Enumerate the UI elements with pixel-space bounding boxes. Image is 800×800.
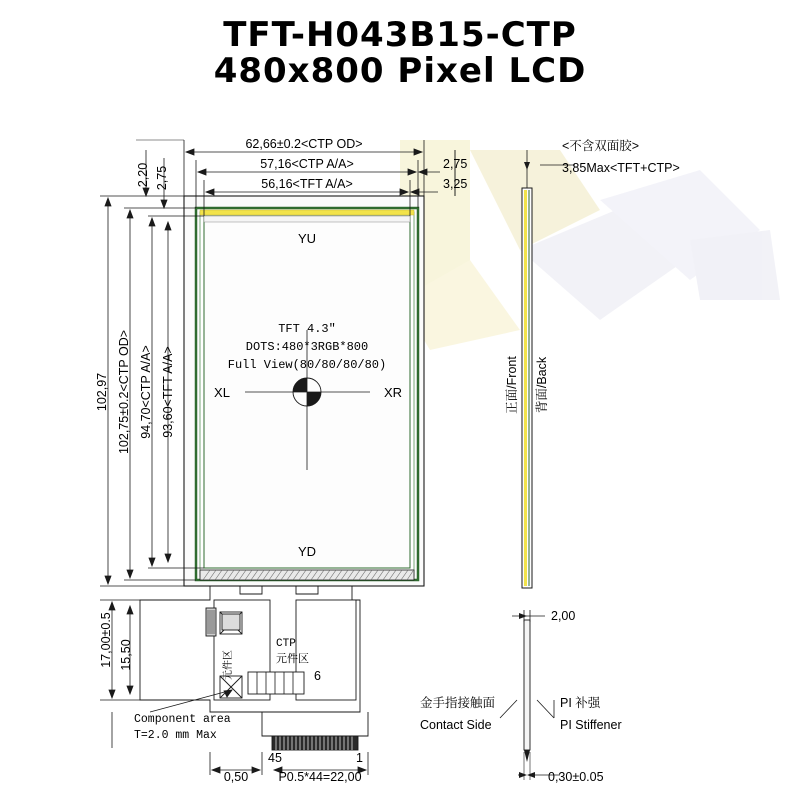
side-note-no-adhesive: <不含双面胶> <box>562 139 640 153</box>
dim-height-1700: 17,00±0.5 <box>99 612 113 668</box>
axis-label-bottom: YD <box>297 544 317 559</box>
component-area-label: Component area <box>134 713 231 726</box>
dim-v-ctp-aa: 94,70<CTP A/A> <box>139 345 153 439</box>
pi-stiffener-en: PI Stiffener <box>560 718 622 732</box>
axis-label-top: YU <box>297 231 317 246</box>
dim-tft-aa: 56,16<TFT A/A> <box>261 177 353 191</box>
title-line-2: 480x800 Pixel LCD <box>213 50 587 91</box>
ctp-zone-label-en: CTP <box>276 638 296 650</box>
component-zone-cn: 元件区 <box>223 650 234 680</box>
side-front-label: 正面/Front <box>505 356 519 414</box>
dim-v-275: 2,75 <box>155 165 169 191</box>
pin-label-1: 1 <box>356 751 363 765</box>
contact-side-cn: 金手指接触面 <box>420 696 496 710</box>
panel-spec-dots: DOTS:480*3RGB*800 <box>245 340 369 354</box>
component-area-thickness: T=2.0 mm Max <box>134 729 217 742</box>
dim-edge-050: 0,50 <box>223 770 249 784</box>
dim-v-220: 2,20 <box>136 162 150 188</box>
side-back-label: 背面/Back <box>535 356 549 414</box>
dim-height-1550: 15,50 <box>119 639 133 671</box>
dim-offset-325: 3,25 <box>443 177 468 191</box>
dim-pitch: P0.5*44=22,00 <box>278 770 362 784</box>
pi-stiffener-cn: PI 补强 <box>560 696 601 710</box>
axis-label-left: XL <box>214 385 230 400</box>
panel-spec-size: TFT 4.3″ <box>278 322 336 336</box>
ctp-zone-label-cn: 元件区 <box>276 654 309 666</box>
dim-offset-275: 2,75 <box>443 157 468 171</box>
side-thickness-max: 3,85Max<TFT+CTP> <box>562 161 680 175</box>
pin-label-45: 45 <box>268 751 282 765</box>
pin-count-right: 6 <box>314 669 321 683</box>
side-pi-thickness: 0,30±0.05 <box>548 770 604 784</box>
dim-v-tft-aa: 93,60<TFT A/A> <box>161 346 175 438</box>
title-line-1: TFT-H043B15-CTP <box>223 15 577 55</box>
dim-v-overall: 102,97 <box>95 372 109 412</box>
dim-ctp-od: 62,66±0.2<CTP OD> <box>245 137 363 151</box>
dim-v-ctp-od: 102,75±0.2<CTP OD> <box>117 329 131 455</box>
panel-spec-viewing: Full View(80/80/80/80) <box>227 358 387 372</box>
component-area-callout <box>150 690 232 712</box>
side-tail-thickness: 2,00 <box>551 609 576 623</box>
contact-side-en: Contact Side <box>420 718 492 732</box>
dim-ctp-aa: 57,16<CTP A/A> <box>260 157 354 171</box>
axis-label-right: XR <box>383 385 403 400</box>
